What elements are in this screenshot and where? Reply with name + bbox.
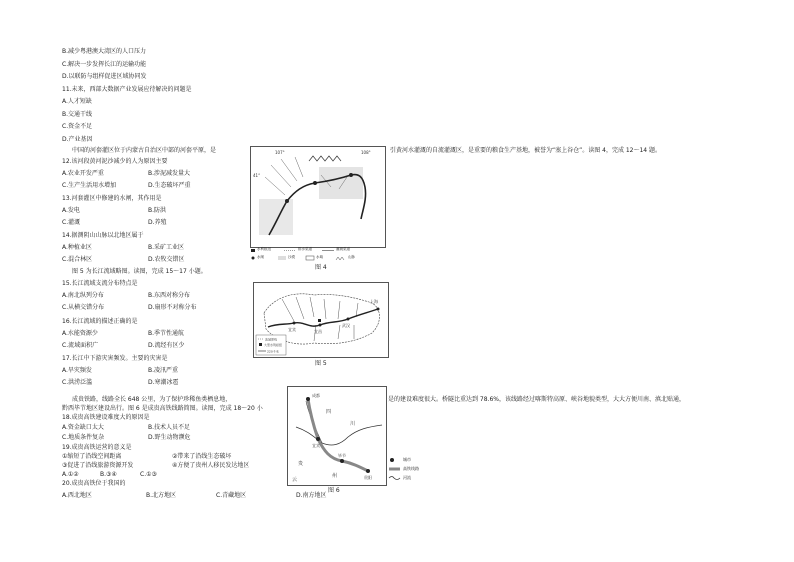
q10-option-d: D.以联防与组样促进区域协同发 [62,73,147,80]
q20-option-d: D.南方地区 [296,492,327,499]
q18-option-d: D.野生动物濒危 [148,434,191,441]
q10-option-c: C.解决一步发挥长江的运输功能 [62,61,147,68]
legend-sluice-swatch [252,257,255,260]
legend-rail: 高铁线路 [403,466,419,471]
city-yichang [319,324,322,327]
label-wuhan: 武汉 [342,323,350,328]
q14-stem: 14.据测阴山山脉以北地区属于 [62,232,144,239]
q17-option-c: C.洪涝泛滥 [62,379,93,386]
q12-option-b: B.涉泥减发量大 [148,170,191,177]
intro-hetao-continued: 引黄河水灌溉的自流灌溉区，是重要的粮食生产基地，被誉为“塞上谷仓”。读图 4，完成 12～14 题。 [390,147,662,154]
figure-6-legend [388,456,428,484]
q15-option-d: D.扇形不对称分布 [148,304,197,311]
city-yibin-6 [316,437,320,441]
sluice-2 [313,181,317,185]
legend-river-swatch [389,477,400,480]
lon-label-right: 108° [361,150,371,155]
q13-option-b: B.防洪 [148,207,167,214]
q19-option-c: C.①③ [140,471,157,478]
legend-water-swatch [306,256,314,260]
q11-option-c: C.资金不足 [62,123,93,130]
q18-option-a: A.资金缺口太大 [62,424,104,431]
q13-option-a: A.发电 [62,207,80,214]
city-yibin [293,322,296,325]
city-bijie [340,459,344,463]
q15-option-a: A.南北纵列分布 [62,292,104,299]
q19-item-4: ④方便了贵州人移民发达地区 [172,462,250,469]
q15-stem: 15.长江流域支流分布特点是 [62,280,138,287]
q18-stem: 18.成贵高铁建设难度大的原因是 [62,414,150,421]
q17-option-b: B.凌汛严重 [148,367,179,374]
river-main [296,425,382,445]
q11-option-b: B.交通干线 [62,111,93,118]
q19-option-a: A.①② [62,471,79,478]
label-shanghai: 上海 [370,299,378,304]
q14-option-d: D.农牧交错区 [148,256,185,263]
q17-option-a: A.旱灾频发 [62,367,92,374]
q12-option-c: C.生产生活用水增加 [62,182,117,189]
city-wuhan [347,318,350,321]
city-shanghai [377,308,380,311]
label-guiyang: 贵阳 [364,475,372,480]
q11-option-d: D.产业基因 [62,136,93,143]
intro-railway-continued: 是的建设难度很大。桥隧比重达到 78.6%，该线路经过喀斯特高原、峡谷地貌类型，大大方便川南、滇北贴通， [388,396,685,403]
q12-stem: 12.该河段黄河泥沙减少的人为原因主要 [62,158,168,165]
label-gui: 贵 [298,461,304,467]
figure-5-caption: 图 5 [315,360,327,367]
legend-city: 城市 [403,457,411,462]
intro-railway-b: 黔西毕节地区建设出行。图 6 是成贵高铁线路简图。读图，完成 18～20 小 [62,405,263,412]
q12-option-a: A.农业开发严重 [62,170,104,177]
q16-option-c: C.流域面积广 [62,342,99,349]
q19-item-1: ①缩短了沿线空间距离 [62,453,122,460]
q14-option-a: A.种植业区 [62,244,92,251]
label-yichang: 宜昌 [314,329,322,334]
q19-item-2: ②带来了沿线生态破坏 [172,453,232,460]
legend-river: 河流 [403,475,411,480]
figure-6-caption: 图 6 [328,487,340,494]
legend-sluice: 水闸 [257,255,264,259]
yangtze-river [268,309,378,327]
q13-option-d: D.养殖 [148,219,167,226]
q15-option-b: B.东西对称分布 [148,292,191,299]
legend-city-swatch [390,458,394,462]
q17-stem: 17.长江中下游灾害频发。主要的灾害是 [62,355,168,362]
high-speed-rail [308,399,368,471]
q19-option-b: B.③④ [100,471,117,478]
label-si: 四 [326,409,332,415]
q19-item-3: ③促进了沿线旅游资源开发 [62,462,134,469]
legend-water: 水域 [316,255,323,259]
q11-stem: 11.未来，西部大数据产业发展应待解决的问题是 [62,86,192,93]
lon-label-left: 107° [275,150,285,155]
desert-area-west [259,199,293,235]
city-guiyang [366,469,370,473]
intro-railway-a: 成贵铁路，线路全长 648 公里，为了保护珍稀鱼类栖息地， [72,396,232,403]
legend-hydro: 水利枢纽 [257,247,271,251]
legend-mountain-swatch [336,257,344,260]
legend-drain: 排水渠道 [298,247,312,251]
label-yibin: 宜宾 [288,327,296,332]
figure-5-map [253,282,389,358]
label-chengdu: 成都 [312,393,320,398]
q13-stem: 13.河套灌区中修建的水闸，其作用是 [62,195,162,202]
label-yibin-6: 宜宾 [312,443,320,448]
q20-option-b: B.北方地区 [146,492,177,499]
q14-option-b: B.采矿工业区 [148,244,185,251]
figure-4-map [250,146,386,248]
figure-6-map [287,386,387,486]
label-chuan: 川 [350,421,356,427]
q18-option-c: C.地质条件复杂 [62,434,105,441]
q16-option-b: B.季节性通航 [148,330,185,337]
legend-scale: 220千米 [267,349,279,354]
legend-mountain: 山脉 [348,255,355,259]
legend-canal: 灌溉渠道 [336,247,350,251]
q16-stem: 16.长江流域的描述正确的是 [62,318,138,325]
q16-option-a: A.水能资源少 [62,330,98,337]
dam-marker [318,319,321,322]
q19-stem: 19.成贵高铁运营的意义是 [62,444,132,451]
q14-option-c: C.混合林区 [62,256,93,263]
intro-hetao: 中国的河套灌区位于内蒙古自治区中部的河套平原，是 [72,147,217,154]
label-zhou: 州 [332,473,338,479]
q12-option-d: D.生态破坏严重 [148,182,191,189]
legend-desert-swatch [278,256,286,260]
figure-4-caption: 图 4 [315,264,327,271]
q20-option-c: C.青藏地区 [216,492,247,499]
q10-option-b: B.减少粤港澳大湾区的人口压力 [62,48,147,55]
lat-label: 41° [253,173,261,178]
intro-yangtze: 图 5 为长江流域略图。读图，完成 15～17 小题。 [72,268,207,275]
desert-area [319,167,363,199]
legend-dam-swatch [259,343,262,346]
figure-4-legend [250,248,388,262]
mountain-range [309,156,341,161]
legend-boundary: 流域界线 [265,337,278,342]
sluice-1 [285,199,289,203]
q15-option-c: C.从横交错分布 [62,304,105,311]
city-chengdu [306,397,310,401]
label-bijie: 毕节 [338,453,346,458]
q17-option-d: D.寒潮冰雹 [148,379,179,386]
q13-option-c: C.灌溉 [62,219,81,226]
label-yun: 云 [292,477,298,483]
q20-stem: 20.成贵高铁位于我国的 [62,480,126,487]
q18-option-b: B.技术人员不足 [148,424,191,431]
q16-option-d: D.流经有区少 [148,342,185,349]
sluice-3 [349,173,353,177]
legend-desert: 沙漠 [288,255,295,259]
legend-dam: 大型水利枢纽 [264,343,283,347]
legend-hydro-swatch [251,249,255,252]
q20-option-a: A.西北地区 [62,492,92,499]
q11-option-a: A.人才短缺 [62,98,92,105]
